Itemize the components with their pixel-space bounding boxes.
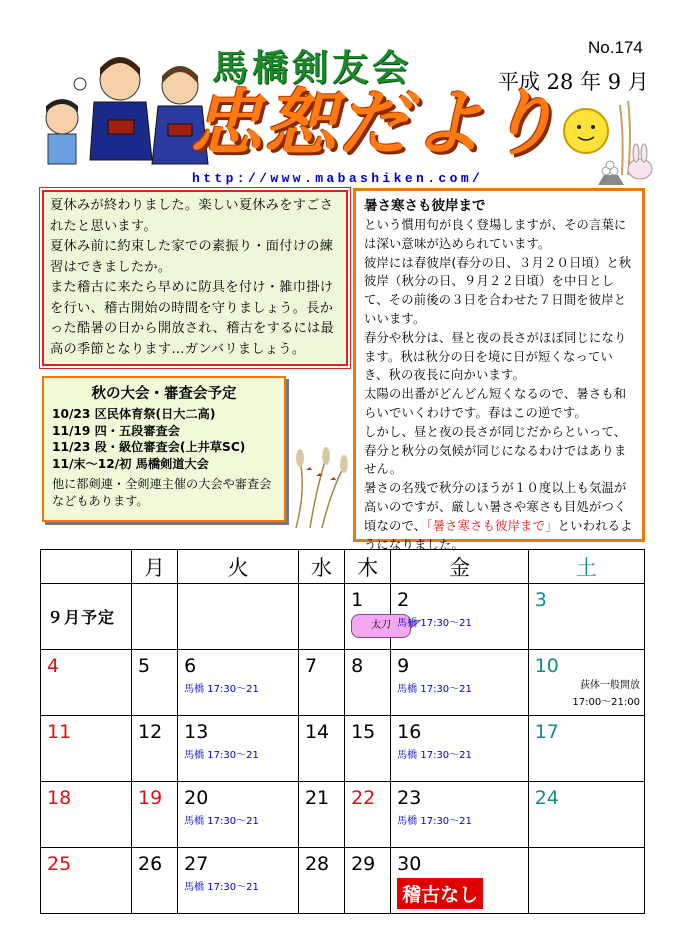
event-item: 10/23 区民体育祭(日大二高) <box>52 407 216 421</box>
day-number: 8 <box>351 655 364 677</box>
column-paragraph: しかし、昼と夜の長さが同じだからといって、春分と秋分の気候が同じになるわけではありません。 <box>364 424 627 477</box>
day-number-sunday: 11 <box>47 721 72 743</box>
weekday-header: 火 <box>178 550 299 584</box>
day-number-sunday: 18 <box>47 787 72 809</box>
weekday-header: 金 <box>391 550 529 584</box>
day-number: 5 <box>138 655 151 677</box>
masthead <box>0 0 681 190</box>
column-paragraph: 太陽の出番がどんどん短くなるので、暑さも和らいでいくわけです。春はこの逆です。 <box>364 387 627 420</box>
day-number-holiday: 19 <box>138 787 163 809</box>
weekday-header-saturday: 土 <box>528 550 644 584</box>
weekday-header: 月 <box>132 550 178 584</box>
day-number-sunday: 25 <box>47 853 72 875</box>
event-item: 11/19 四・五段審査会 <box>52 423 180 438</box>
calendar-week-row <box>41 584 645 650</box>
calendar-cell <box>41 782 132 848</box>
day-number: 26 <box>138 853 163 875</box>
calendar-cell <box>298 782 344 848</box>
club-name: 馬橋剣友会 <box>212 47 413 89</box>
calendar-cell <box>345 584 391 650</box>
calendar-cell <box>528 650 644 716</box>
column-paragraph: という慣用句が良く登場しますが、その言葉には深い意味が込められています。 <box>364 218 627 251</box>
callout-note: 太刀 <box>351 614 411 638</box>
day-number: 29 <box>351 853 376 875</box>
day-number: 6 <box>184 655 197 677</box>
day-number: 7 <box>304 655 318 677</box>
events-title: 秋の大会・審査会予定 <box>91 386 237 402</box>
event-item: 11/末〜12/初 馬橋剣道大会 <box>52 456 209 471</box>
calendar-cell <box>528 716 644 782</box>
calendar-cell <box>391 782 529 848</box>
practice-note: 馬橋 17:30〜21 <box>184 816 259 827</box>
calendar-cell <box>298 848 344 914</box>
weekday-header: 水 <box>298 550 344 584</box>
day-number: 9 <box>397 655 410 677</box>
calendar-cell <box>528 584 644 650</box>
calendar-cell <box>298 650 344 716</box>
practice-note: 馬橋 17:30〜21 <box>397 618 472 629</box>
calendar-cell <box>391 584 529 650</box>
intro-message-box <box>42 190 348 366</box>
day-number-saturday: 24 <box>534 787 559 809</box>
column-title: 暑さ寒さも彼岸まで <box>364 198 486 214</box>
column-text: 暑さの名残で秋分のほうが１０度以上も気温が高いのですが、厳しい暑さや寒さも目処がつく頃なので、 <box>364 481 627 533</box>
day-number-saturday: 10 <box>534 655 559 677</box>
calendar-week-row <box>41 782 645 848</box>
issue-number: No.174 <box>588 38 643 57</box>
moon-rabbit-illustration <box>538 95 678 190</box>
day-number-saturday: 3 <box>534 589 547 611</box>
column-paragraph: 春分や秋分は、昼と夜の長さがほぼ同じになります。秋は秋分の日を境に日が短くなっていき、秋の夜長に向かいます。 <box>364 330 627 383</box>
calendar-week-row <box>41 650 645 716</box>
day-number: 1 <box>351 589 364 611</box>
day-number: 12 <box>138 721 163 743</box>
column-quote: 「暑さ寒さも彼岸まで」 <box>426 518 558 533</box>
day-number: 14 <box>304 721 330 743</box>
day-number: 23 <box>397 787 422 809</box>
calendar-cell <box>178 782 299 848</box>
day-number-saturday: 17 <box>534 721 559 743</box>
website-url[interactable]: http://www.mabashiken.com/ <box>192 171 484 186</box>
calendar-cell <box>345 716 391 782</box>
newsletter-title: 忠恕だより <box>190 81 561 165</box>
practice-note: 馬橋 17:30〜21 <box>397 750 472 761</box>
calendar-cell-empty <box>298 584 344 650</box>
calendar-cell <box>178 716 299 782</box>
calendar-corner <box>41 550 132 584</box>
pampas-grass-illustration <box>286 440 356 530</box>
day-number: 30 <box>397 853 422 875</box>
issue-date: 平成 28 年 9 月 <box>498 70 649 94</box>
calendar-cell <box>132 650 178 716</box>
calendar-cell <box>132 716 178 782</box>
weekday-header: 木 <box>345 550 391 584</box>
calendar-cell <box>178 848 299 914</box>
practice-note: 馬橋 17:30〜21 <box>397 684 472 695</box>
calendar-cell <box>41 848 132 914</box>
events-note: 他に都剣連・全剣連主催の大会や審査会などもあります。 <box>52 477 272 508</box>
day-number: 27 <box>184 853 209 875</box>
intro-paragraph: また稽古に来たら早めに防具を付け・雑巾掛けを行い、稽古開始の時間を守りましょう。長かった酷暑の日から開放され、稽古をするには最高の季節となります…ガンバリましょう。 <box>50 280 335 357</box>
calendar-cell <box>391 848 529 914</box>
day-number: 21 <box>304 787 330 809</box>
calendar-cell <box>528 782 644 848</box>
day-number: 13 <box>184 721 209 743</box>
open-gym-note: 荻体一般開放 <box>580 680 640 691</box>
column-paragraph <box>364 479 634 554</box>
day-number: 2 <box>397 589 410 611</box>
calendar-cell <box>345 848 391 914</box>
day-number-sunday: 4 <box>47 655 60 677</box>
intro-paragraph: 夏休み前に約束した家での素振り・面付けの練習はできましたか。 <box>50 239 334 275</box>
calendar-header-row <box>41 550 645 584</box>
day-number: 16 <box>397 721 422 743</box>
practice-note: 馬橋 17:30〜21 <box>184 684 259 695</box>
calendar-cell <box>391 716 529 782</box>
calendar-cell <box>345 782 391 848</box>
calendar-cell <box>132 848 178 914</box>
calendar-cell <box>132 782 178 848</box>
day-number-holiday: 22 <box>351 787 376 809</box>
open-gym-time: 17:00〜21:00 <box>572 697 640 708</box>
event-item: 11/23 段・級位審査会(上井草SC) <box>52 440 246 454</box>
september-calendar <box>40 549 645 914</box>
calendar-cell <box>298 716 344 782</box>
column-box <box>353 188 645 552</box>
calendar-cell <box>41 650 132 716</box>
calendar-cell <box>178 650 299 716</box>
calendar-week-row <box>41 716 645 782</box>
calendar-cell <box>391 650 529 716</box>
intro-paragraph: 夏休みが終わりました。楽しい夏休みをすごされたと思います。 <box>50 198 334 234</box>
calendar-cell-empty <box>178 584 299 650</box>
day-number: 15 <box>351 721 376 743</box>
day-number: 20 <box>184 787 209 809</box>
column-paragraph: 彼岸には春彼岸(春分の日、３月２０日頃）と秋彼岸（秋分の日、９月２２日頃）を中日として、その前後の３日を合わせた７日間を彼岸といいます。 <box>364 255 632 326</box>
calendar-week-row <box>41 848 645 914</box>
calendar-cell-empty <box>132 584 178 650</box>
calendar-cell <box>41 716 132 782</box>
day-number: 28 <box>304 853 330 875</box>
column-text: といわれるようになりました。 <box>364 518 633 552</box>
calendar-cell-empty <box>528 848 644 914</box>
practice-note: 馬橋 17:30〜21 <box>397 816 472 827</box>
month-plan-label: ９月予定 <box>41 584 132 650</box>
autumn-events-box <box>42 376 286 522</box>
no-practice-badge: 稽古なし <box>397 878 483 909</box>
practice-note: 馬橋 17:30〜21 <box>184 750 259 761</box>
calendar-cell <box>345 650 391 716</box>
practice-note: 馬橋 17:30〜21 <box>184 882 259 893</box>
